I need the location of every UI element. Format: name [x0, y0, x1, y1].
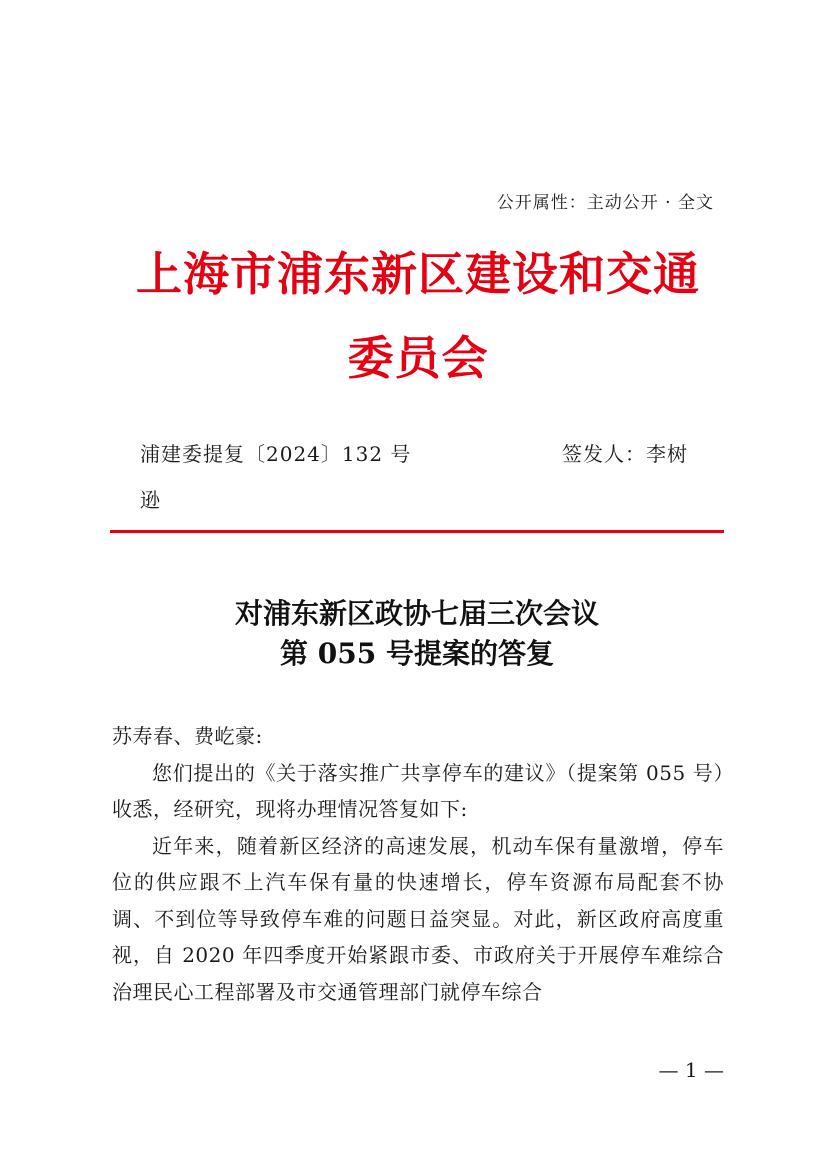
paragraph-1: 您们提出的《关于落实推广共享停车的建议》（提案第 055 号）收悉，经研究，现将办理情况答复如下: [112, 760, 724, 821]
paragraph-2: 近年来，随着新区经济的高速发展，机动车保有量激增，停车位的供应跟不上汽车保有量的快速增长，停车资源布局配套不协调、不到位等导致停车难的问题日益突显。对此，新区政府高度重视，自 2020 年四季度开始紧跟市委、市政府关于开展停车难综合治理民心工程部署及市交通管理部门就停车综合 [112, 833, 724, 1004]
red-divider-line [110, 530, 724, 533]
salutation: 苏寿春、费屹豪: [112, 724, 263, 748]
reply-title-line-2: 第 055 号提案的答复 [280, 637, 554, 670]
document-number: 浦建委提复〔2024〕132 号 [140, 442, 412, 466]
body-text [112, 718, 724, 1010]
organization-title: 上海市浦东新区建设和交通委员会 [136, 247, 700, 385]
reply-title [110, 594, 724, 674]
disclosure-attribute: 公开属性：主动公开 · 全文 [496, 193, 714, 213]
page-number: — 1 — [658, 1058, 724, 1082]
signer: 签发人：李树 [562, 442, 688, 466]
signer-name-continuation: 逊 [140, 488, 160, 512]
reply-title-line-1: 对浦东新区政协七届三次会议 [234, 597, 599, 630]
